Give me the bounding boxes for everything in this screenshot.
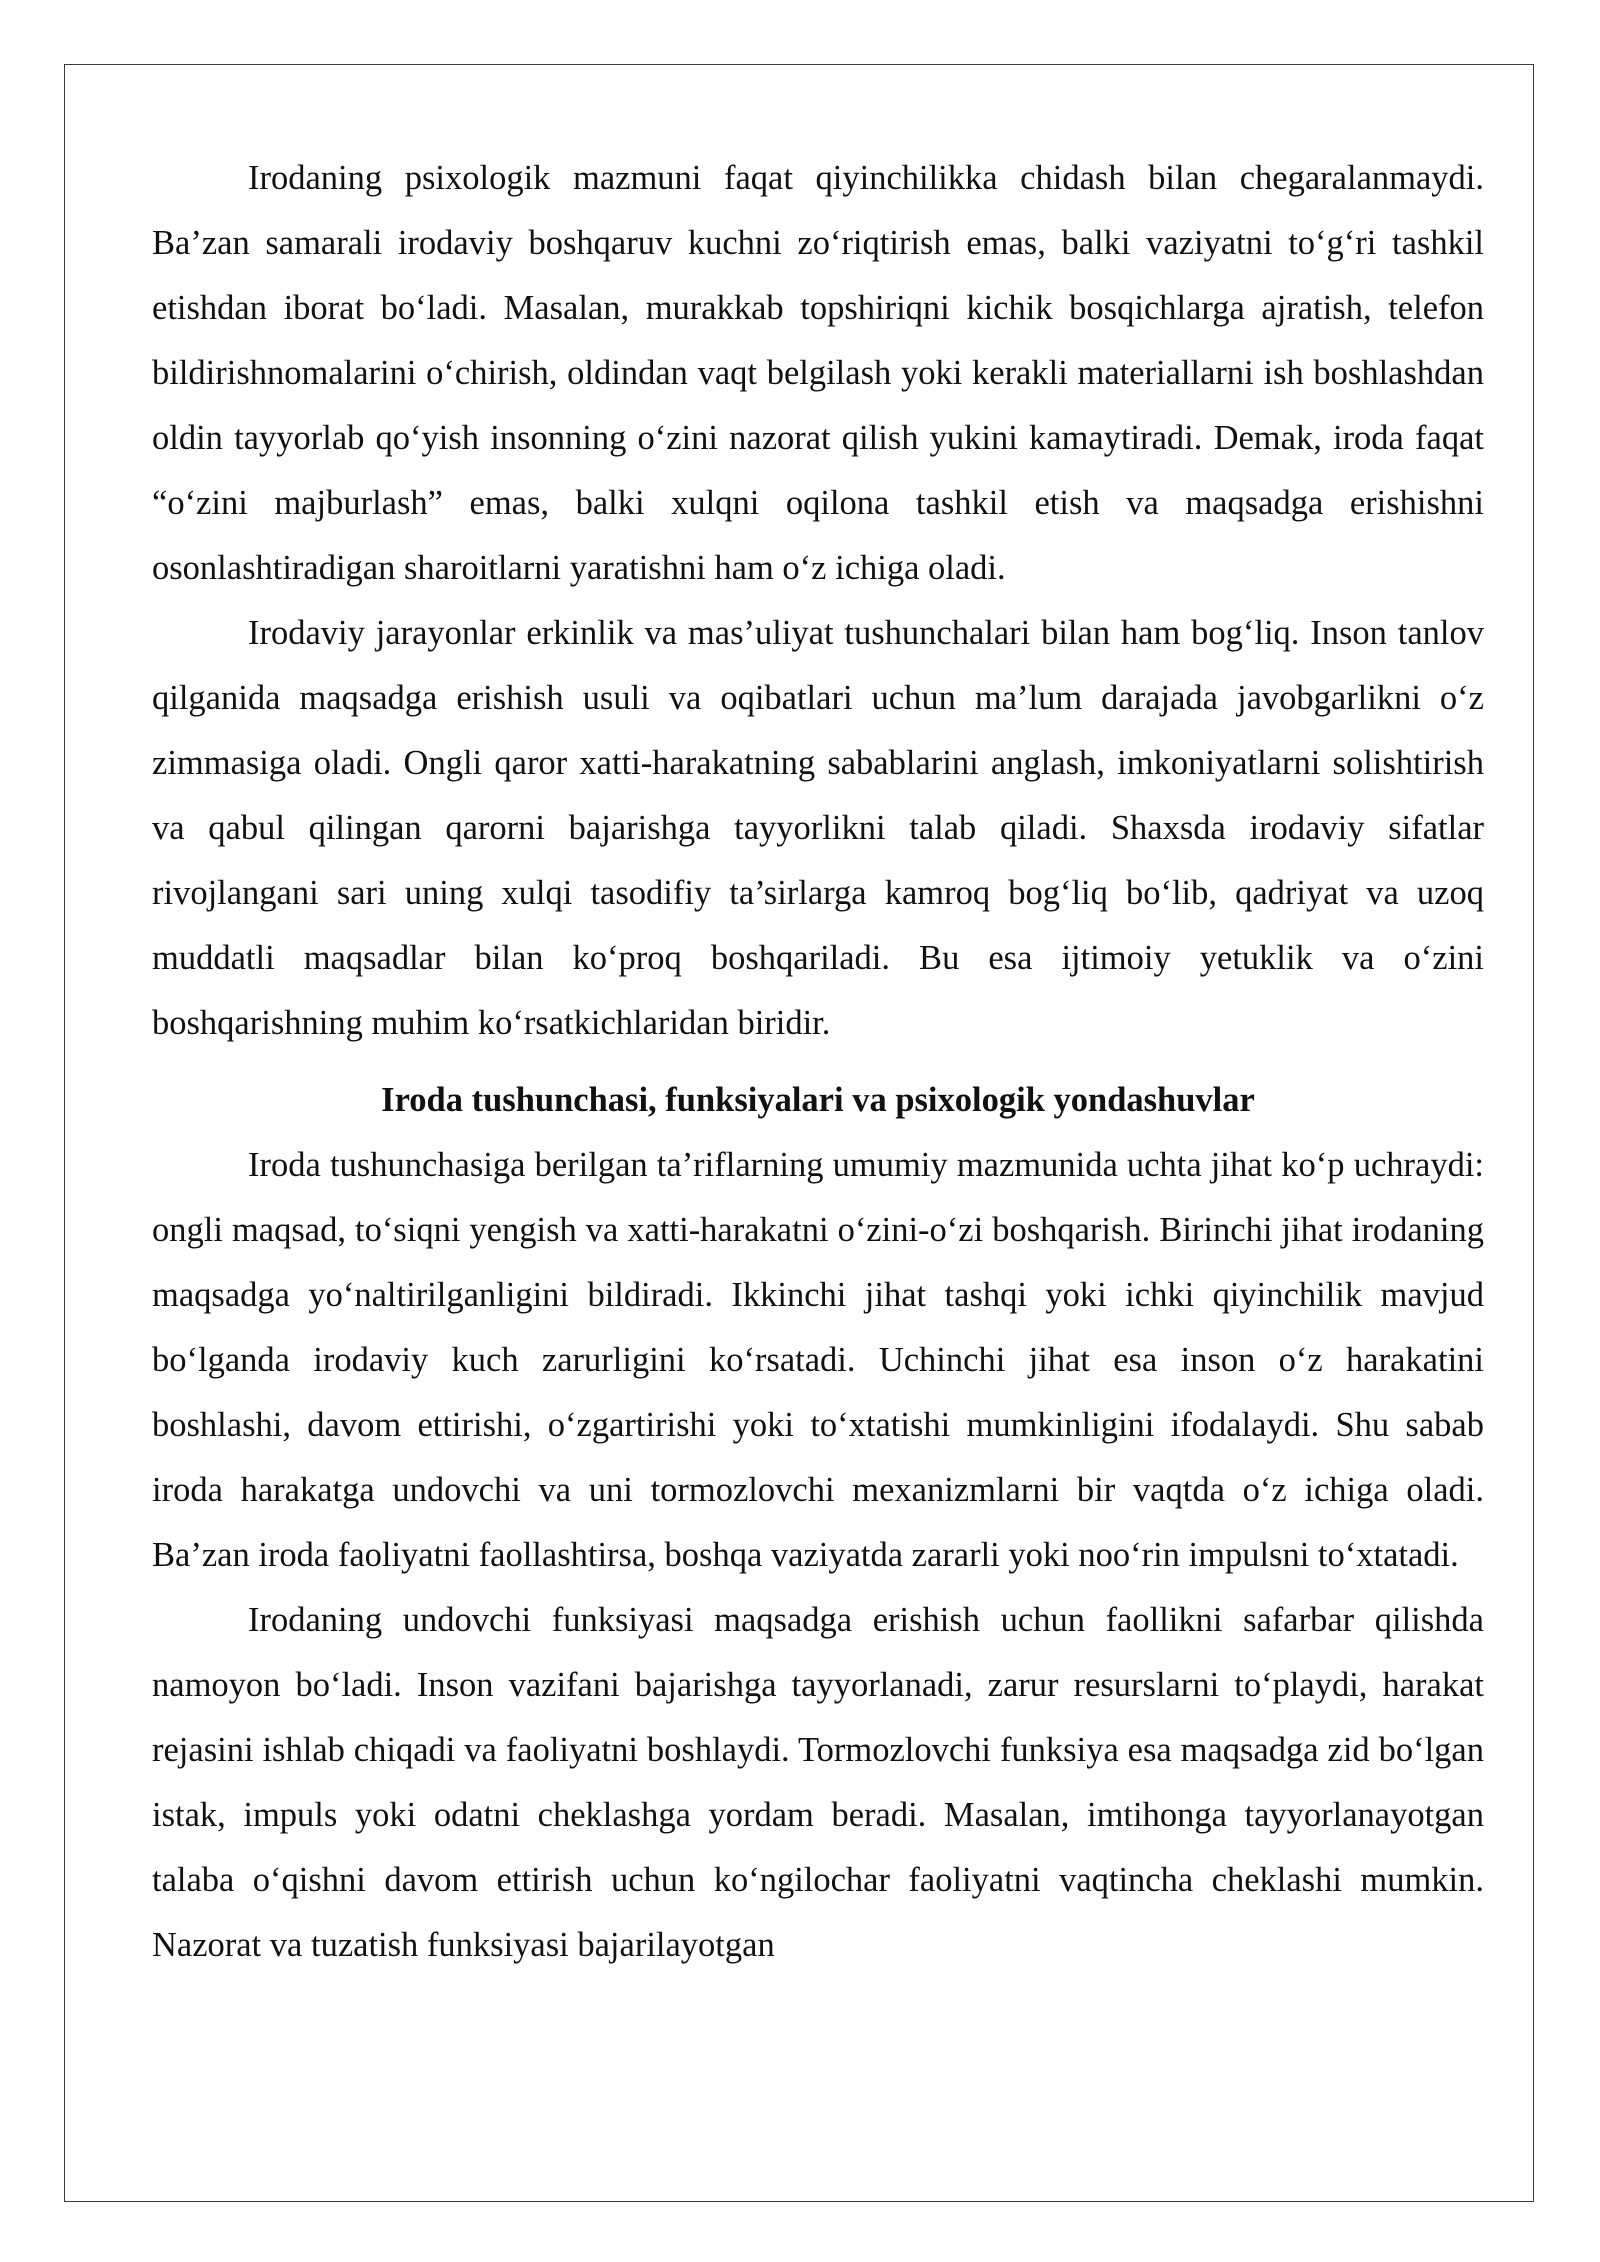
paragraph-3: Iroda tushunchasiga berilgan ta’riflarning umumiy mazmunida uchta jihat ko‘p uchraydi: ongli maqsad, to‘siqni yengish va xatti-harakatni o‘zini-o‘zi boshqarish. Birinchi jihat irodaning maqsadga yo‘naltirilganligini bildiradi. Ikkinchi jihat tashqi yoki ichki qiyinchilik mavjud bo‘lganda irodaviy kuch zarurligini ko‘rsatadi. Uchinchi jihat esa inson o‘z harakatini boshlashi, davom ettirishi, o‘zgartirishi yoki to‘xtatishi mumkinligini ifodalaydi. Shu sabab iroda harakatga undovchi va uni tormozlovchi mexanizmlarni bir vaqtda o‘z ichiga oladi. Ba’zan iroda faoliyatni faollashtirsa, boshqa vaziyatda zararli yoki noo‘rin impulsni to‘xtatadi. xyxy=(152,1146,1484,1574)
paragraph-1: Irodaning psixologik mazmuni faqat qiyinchilikka chidash bilan chegaralanmaydi. Ba’zan samarali irodaviy boshqaruv kuchni zo‘riqtirish emas, balki vaziyatni to‘g‘ri tashkil etishdan iborat bo‘ladi. Masalan, murakkab topshiriqni kichik bosqichlarga ajratish, telefon bildirishnomalarini o‘chirish, oldindan vaqt belgilash yoki kerakli materiallarni ish boshlashdan oldin tayyorlab qo‘yish insonning o‘zini nazorat qilish yukini kamaytiradi. Demak, iroda faqat “o‘zini majburlash” emas, balki xulqni oqilona tashkil etish va maqsadga erishishni osonlashtiradigan sharoitlarni yaratishni ham o‘z ichiga oladi. xyxy=(152,159,1484,587)
section-heading: Iroda tushunchasi, funksiyalari va psixologik yondashuvlar xyxy=(381,1081,1255,1119)
paragraph-2: Irodaviy jarayonlar erkinlik va mas’uliyat tushunchalari bilan ham bog‘liq. Inson tanlov qilganida maqsadga erishish usuli va oqibatlari uchun ma’lum darajada javobgarlikni o‘z zimmasiga oladi. Ongli qaror xatti-harakatning sabablarini anglash, imkoniyatlarni solishtirish va qabul qilingan qarorni bajarishga tayyorlikni talab qiladi. Shaxsda irodaviy sifatlar rivojlangani sari uning xulqi tasodifiy ta’sirlarga kamroq bog‘liq bo‘lib, qadriyat va uzoq muddatli maqsadlar bilan ko‘proq boshqariladi. Bu esa ijtimoiy yetuklik va o‘zini boshqarishning muhim ko‘rsatkichlaridan biridir. xyxy=(152,614,1484,1042)
document-body xyxy=(152,146,1484,1978)
paragraph-4: Irodaning undovchi funksiyasi maqsadga erishish uchun faollikni safarbar qilishda namoyon bo‘ladi. Inson vazifani bajarishga tayyorlanadi, zarur resurslarni to‘playdi, harakat rejasini ishlab chiqadi va faoliyatni boshlaydi. Tormozlovchi funksiya esa maqsadga zid bo‘lgan istak, impuls yoki odatni cheklashga yordam beradi. Masalan, imtihonga tayyorlanayotgan talaba o‘qishni davom ettirish uchun ko‘ngilochar faoliyatni vaqtincha cheklashi mumkin. Nazorat va tuzatish funksiyasi bajarilayotgan xyxy=(152,1601,1484,1964)
